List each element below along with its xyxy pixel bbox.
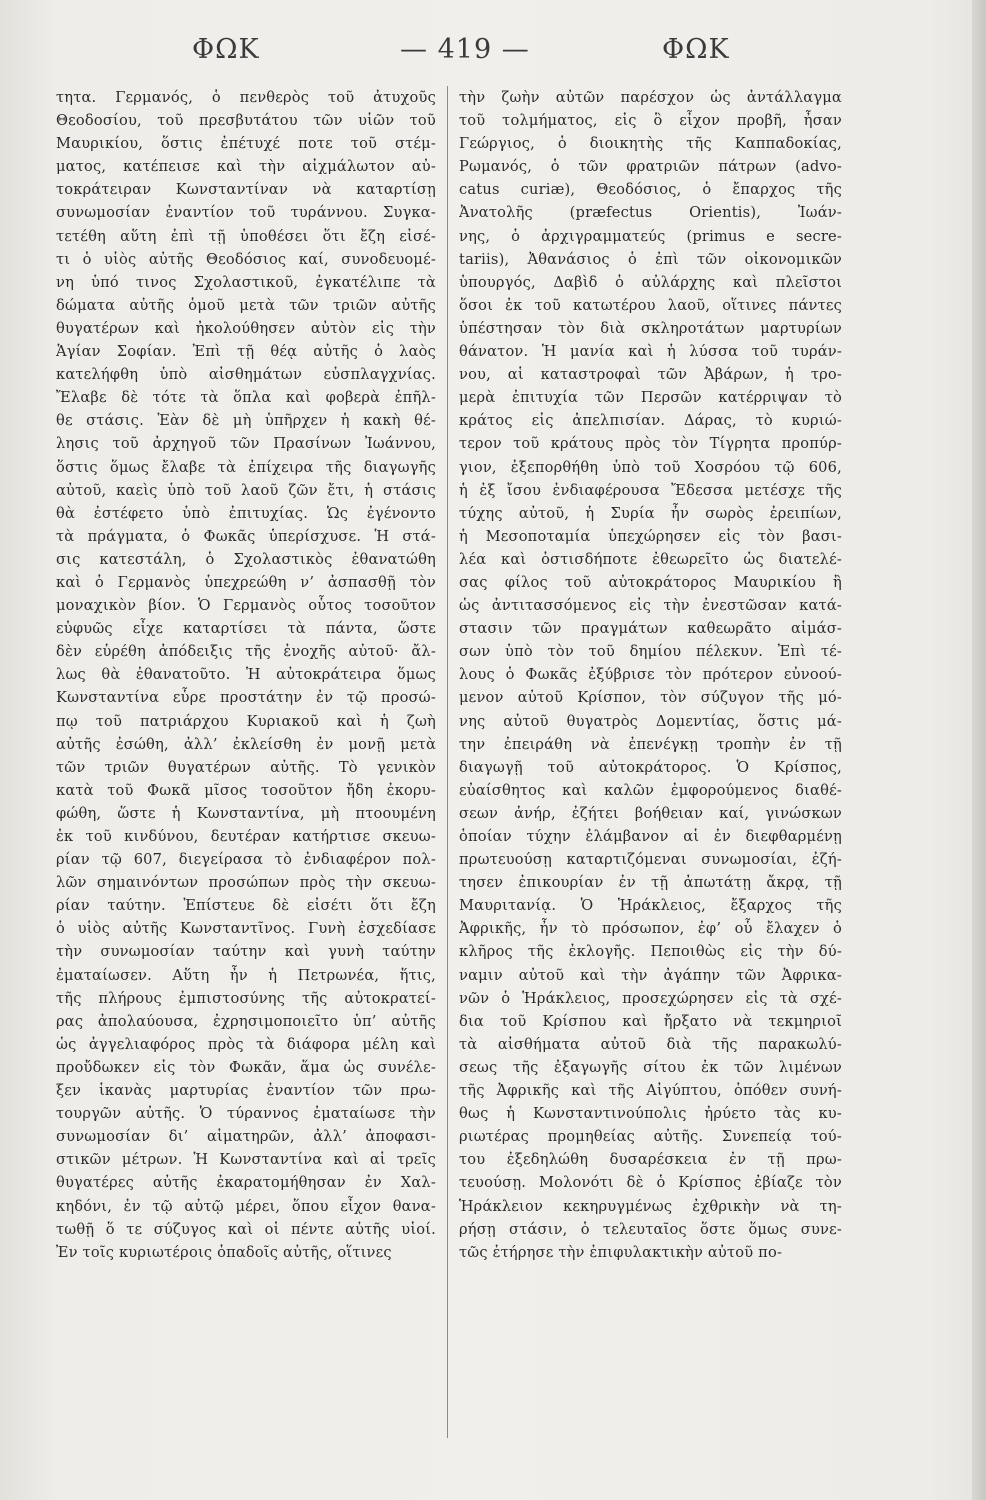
text-line: Μαυρικίου, ὅστις ἐπέτυχέ ποτε τοῦ στέμ- — [56, 135, 436, 153]
text-line: ρίαν ταύτην. Ἐπίστευε δὲ εἰσέτι ὅτι ἔζη — [56, 897, 436, 915]
text-line: προὔδωκεν εἰς τὸν Φωκᾶν, ἅμα ὡς συνέλε- — [56, 1058, 436, 1076]
text-line: σας φίλος τοῦ αὐτοκράτορος Μαυρικίου ἢ — [459, 573, 842, 591]
text-line: θε στάσις. Ἐὰν δὲ μὴ ὑπῆρχεν ἡ κακὴ θέ- — [56, 412, 436, 430]
text-line: μοναχικὸν βίον. Ὁ Γερμανὸς οὗτος τοσοῦτον — [56, 597, 436, 615]
text-line: λησις τοῦ ἀρχηγοῦ τῶν Πρασίνων Ἰωάννου, — [56, 435, 436, 453]
text-line: τῶς ἐτήρησε τὴν ἐπιφυλακτικὴν αὐτοῦ πο- — [459, 1243, 783, 1261]
text-line: πρωτευούσῃ καταρτιζόμεναι συνωμοσίαι, ἐζή- — [459, 851, 842, 869]
text-line: ὅστις ὅμως ἔλαβε τὰ ἐπίχειρα τῆς διαγωγῆς — [56, 458, 436, 476]
text-line: αὐτοῦ, καεὶς ὑπὸ τοῦ λαοῦ ζῶν ἔτι, ἡ στάσις — [56, 481, 436, 499]
running-header — [0, 30, 986, 80]
text-line: μερὰ ἐπιτυχία τῶν Περσῶν κατέρριψαν τὸ — [459, 389, 842, 407]
text-line: τῶν τριῶν θυγατέρων αὐτῆς. Τὸ γενικὸν — [56, 758, 436, 776]
text-line: φώθη, ὥστε ἡ Κωνσταντίνα, μὴ πτοουμένη — [56, 804, 436, 822]
text-line: νη ὑπό τινος Σχολαστικοῦ, ἐγκατέλιπε τὰ — [56, 273, 436, 291]
left-column — [56, 86, 436, 1264]
text-line: δώματα αὐτῆς ὁμοῦ μετὰ τῶν τριῶν αὐτῆς — [56, 296, 436, 314]
text-line: ρίαν τῷ 607, διεγείρασα τὸ ἐνδιαφέρον πολ- — [56, 851, 436, 869]
text-line: νου, αἱ καταστροφαὶ τῶν Ἀβάρων, ἡ τρο- — [459, 366, 842, 384]
text-line: Ἀνατολῆς (præfectus Orientis), Ἰωάν- — [459, 204, 842, 222]
text-line: Ρωμανός, ὁ τῶν φρατριῶν πάτρων (advo- — [459, 158, 842, 176]
text-line: νῶν ὁ Ἡράκλειος, προσεχώρησεν εἰς τὰ σχέ- — [459, 989, 842, 1007]
text-line: γιον, ἐξεπορθήθη ὑπὸ τοῦ Χοσρόου τῷ 606, — [459, 458, 842, 476]
text-line: καὶ ὁ Γερμανὸς ὑπεχρεώθη ν’ ἀσπασθῇ τὸν — [56, 573, 436, 591]
text-line: ἡ Μεσοποταμία ὑπεχώρησεν εἰς τὸν βασι- — [459, 527, 842, 545]
text-line: κράτος εἰς ἀπελπισίαν. Δάρας, τὸ κυριώ- — [459, 412, 842, 430]
text-line: θάνατον. Ἡ μανία καὶ ἡ λύσσα τοῦ τυράν- — [459, 343, 842, 361]
text-line: ὑπέστησαν τὸν διὰ σκληροτάτων μαρτυρίων — [459, 319, 842, 337]
text-line: κατὰ τοῦ Φωκᾶ μῖσος τοσοῦτον ἤδη ἐκορυ- — [56, 781, 436, 799]
text-line: Ἔλαβε δὲ τότε τὰ ὅπλα καὶ φοβερὰ ἐπῆλ- — [56, 389, 436, 407]
text-line: ρήσῃ στάσιν, ὁ τελευταῖος ὅστε ὅμως συνε- — [459, 1220, 842, 1238]
text-line: Ἡράκλειον κεκηρυγμένως ἐχθρικὴν νὰ τη- — [459, 1197, 842, 1215]
text-line: τευούσῃ. Μολονότι δὲ ὁ Κρίσπος ἐβίαζε τὸν — [459, 1174, 842, 1192]
text-line: tariis), Ἀθανάσιος ὁ ἐπὶ τῶν οἰκονομικῶν — [459, 250, 842, 268]
text-line: σων ὑπὸ τὸν τοῦ δημίου πέλεκυν. Ἐπὶ τέ- — [459, 643, 842, 661]
text-line: νης, ὁ ἀρχιγραμματεύς (primus e secre- — [459, 227, 842, 245]
text-line: αὐτῆς ἐσώθη, ἀλλ’ ἐκλείσθη ἐν μονῇ μετὰ — [56, 735, 436, 753]
text-line: catus curiæ), Θεοδόσιος, ὁ ἔπαρχος τῆς — [459, 181, 842, 199]
text-line: ματος, κατέπεισε καὶ τὴν αἰχμάλωτον αὐ- — [56, 158, 436, 176]
text-line: πῳ τοῦ πατριάρχου Κυριακοῦ καὶ ἡ ζωὴ — [56, 712, 436, 730]
text-line: Κωνσταντίνα εὗρε προστάτην ἐν τῷ προσώ- — [56, 689, 436, 707]
text-line: Ἀφρικῆς, ἦν τὸ πρόσωπον, ἐφ’ οὗ ἔλαχεν ὁ — [459, 920, 842, 938]
text-line: τοκράτειραν Κωνσταντίναν νὰ καταρτίσῃ — [56, 181, 436, 199]
text-line: Ἐν τοῖς κυριωτέροις ὀπαδοῖς αὐτῆς, οἵτινες — [56, 1243, 392, 1261]
text-line: ὑπουργός, Δαβὶδ ὁ αὐλάρχης καὶ πλεῖστοι — [459, 273, 842, 291]
text-line: Ἁγίαν Σοφίαν. Ἐπὶ τῇ θέᾳ αὐτῆς ὁ λαὸς — [56, 343, 436, 361]
text-line: λέα καὶ ὁστισδήποτε ἐθεωρεῖτο ὡς διατελέ- — [459, 550, 842, 568]
book-spine-edge — [972, 0, 986, 1500]
text-line: θὰ ἐστέφετο ὑπὸ ἐπιτυχίας. Ὡς ἐγένοντο — [56, 504, 436, 522]
text-line: ἐματαίωσεν. Αὕτη ἦν ἡ Πετρωνέα, ἥτις, — [56, 966, 436, 984]
text-line: τοῦ τολμήματος, εἰς ὃ εἶχον προβῆ, ἦσαν — [459, 112, 842, 130]
text-line: κηδόνι, ἐν τῷ αὐτῷ μέρει, ὅπου εἶχον θανα- — [56, 1197, 436, 1215]
text-line: κλῆρος τῆς ἐκλογῆς. Πεποιθὼς εἰς τὴν δύ- — [459, 943, 842, 961]
text-line: του ἐξεδηλώθη δυσαρέσκεια ἐν τῇ πρω- — [459, 1151, 842, 1169]
text-line: τερον τοῦ κράτους πρὸς τὸν Τίγρητα προπύρ- — [459, 435, 842, 453]
text-line: σις κατεστάλη, ὁ Σχολαστικὸς ἐθανατώθη — [56, 550, 436, 568]
text-line: συνωμοσίαν δι’ αἱματηρῶν, ἀλλ’ ἀποφασι- — [56, 1128, 436, 1146]
text-line: θως ἡ Κωνσταντινούπολις ἠρύετο τὰς κυ- — [459, 1105, 842, 1123]
text-line: ριωτέρας προμηθείας αὐτῆς. Συνεπείᾳ τού- — [459, 1128, 842, 1146]
right-column — [459, 86, 842, 1264]
text-line: συνωμοσίαν ἐναντίον τοῦ τυράννου. Συγκα- — [56, 204, 436, 222]
text-line: τετέθη αὕτη ἐπὶ τῇ ὑποθέσει ὅτι ἔζη εἰσέ- — [56, 227, 436, 245]
text-line: θυγατέρων καὶ ἠκολούθησεν αὐτὸν εἰς τὴν — [56, 319, 436, 337]
text-line: τὰ πράγματα, ὁ Φωκᾶς ὑπερίσχυσε. Ἡ στά- — [56, 527, 436, 545]
text-line: Γεώργιος, ὁ διοικητὴς τῆς Καππαδοκίας, — [459, 135, 842, 153]
text-line: τητα. Γερμανός, ὁ πενθερὸς τοῦ ἀτυχοῦς — [56, 89, 436, 106]
text-line: Θεοδοσίου, τοῦ πρεσβυτάτου τῶν υἱῶν τοῦ — [56, 112, 436, 130]
text-line: τὴν ζωὴν αὐτῶν παρέσχον ὡς ἀντάλλαγμα — [459, 89, 842, 106]
text-line: ναμιν αὐτοῦ καὶ τὴν ἀγάπην τῶν Ἀφρικα- — [459, 966, 842, 984]
text-line: διαγωγῇ τοῦ αὐτοκράτορος. Ὁ Κρίσπος, — [459, 758, 842, 776]
text-line: δὲν εὑρέθη ἀπόδειξις τῆς ἐνοχῆς αὐτοῦ· ἄλ- — [56, 643, 436, 661]
text-line: τῆς Ἀφρικῆς καὶ τῆς Αἰγύπτου, ὁπόθεν συνή- — [459, 1082, 842, 1100]
text-line: λῶν σημαινόντων προσώπων πρὸς τὴν σκευω- — [56, 874, 436, 892]
text-line: τὰ αἰσθήματα αὐτοῦ διὰ τῆς παρακωλύ- — [459, 1035, 842, 1053]
text-line: Μαυριτανίᾳ. Ὁ Ἡράκλειος, ἔξαρχος τῆς — [459, 897, 842, 915]
text-line: την ἐπειράθη νὰ ἐπενέγκῃ τροπὴν ἐν τῇ — [459, 735, 842, 753]
text-line: ὁ υἱὸς αὐτῆς Κωνσταντῖνος. Γυνὴ ἐσχεδίασε — [56, 920, 436, 938]
text-line: λως θὰ ἐθανατοῦτο. Ἡ αὐτοκράτειρα ὅμως — [56, 666, 436, 684]
text-line: στασιν τῶν πραγμάτων καθεωρᾶτο αἱμάσ- — [459, 620, 842, 638]
text-line: ὡς ἀντιτασσόμενος εἰς τὴν ἐνεστῶσαν κατά- — [459, 597, 842, 615]
text-line: εὐφυῶς εἶχε καταρτίσει τὰ πάντα, ὥστε — [56, 620, 436, 638]
text-line: ξεν ἱκανὰς μαρτυρίας ἐναντίον τῶν πρω- — [56, 1082, 436, 1100]
text-line: εὐαίσθητος καὶ καλῶν ἐμφορούμενος διαθέ- — [459, 781, 842, 799]
text-line: τύχης αὐτοῦ, ἡ Συρία ἦν σωρὸς ἐρειπίων, — [459, 504, 842, 522]
text-line: μενον αὐτοῦ Κρίσπον, τὸν σύζυγον τῆς μό- — [459, 689, 842, 707]
text-line: ἡ ἐξ ἴσου ἐνδιαφέρουσα Ἔδεσσα μετέσχε τῆς — [459, 481, 842, 499]
page-number: — 419 — — [400, 34, 530, 65]
text-line: ὅσοι ἐκ τοῦ κατωτέρου λαοῦ, οἵτινες πάντες — [459, 296, 842, 314]
text-line: δια τοῦ Κρίσπου καὶ ἤρξατο νὰ τεκμηριοῖ — [459, 1012, 842, 1030]
header-left: ΦΩΚ — [192, 34, 260, 65]
text-line: ὡς ἀγγελιαφόρος πρὸς τὰ διάφορα μέλη καὶ — [56, 1035, 436, 1053]
text-line: σεων ἀνήρ, ἐζήτει βοήθειαν καί, γινώσκων — [459, 804, 842, 822]
text-line: θυγατέρες αὐτῆς ἐκαρατομήθησαν ἐν Χαλ- — [56, 1174, 436, 1192]
text-line: τησεν ἐπικουρίαν ἐν τῇ ἀπωτάτῃ ἄκρᾳ, τῇ — [459, 874, 842, 892]
text-line: λους ὁ Φωκᾶς ἐξύβρισε τὸν πρότερον εὐνοού- — [459, 666, 842, 684]
text-line: τῆς πλήρους ἐμπιστοσύνης τῆς αὐτοκρατεί- — [56, 989, 436, 1007]
text-line: ρας ἀπολαύουσα, ἐχρησιμοποιεῖτο ὑπ’ αὐτῆς — [56, 1012, 436, 1030]
text-line: τὴν συνωμοσίαν ταύτην καὶ γυνὴ ταύτην — [56, 943, 436, 961]
column-divider — [447, 86, 448, 1438]
text-line: τωθῇ ὅ τε σύζυγος καὶ οἱ πέντε αὐτῆς υἱοί. — [56, 1220, 436, 1238]
header-right: ΦΩΚ — [662, 34, 730, 65]
text-line: κατελήφθη ὑπὸ αἰσθημάτων εὐσπλαγχνίας. — [56, 366, 436, 384]
text-line: ἐκ τοῦ κινδύνου, δευτέραν κατήρτισε σκευω- — [56, 828, 436, 845]
text-line: τι ὁ υἱὸς αὐτῆς Θεοδόσιος καί, συνοδευομέ- — [56, 250, 436, 268]
text-line: σεως τῆς ἐξαγωγῆς σίτου ἐκ τῶν λιμένων — [459, 1058, 842, 1076]
text-line: στικῶν μέτρων. Ἡ Κωνσταντίνα καὶ αἱ τρεῖς — [56, 1151, 436, 1169]
text-line: νης αὐτοῦ θυγατρὸς Δομεντίας, ὅστις μά- — [459, 712, 842, 730]
text-line: ὁποίαν τύχην ἐλάμβανον αἱ ἐν διεφθαρμένῃ — [459, 828, 842, 845]
text-line: τουργῶν αὐτῆς. Ὁ τύραννος ἐματαίωσε τὴν — [56, 1105, 436, 1123]
